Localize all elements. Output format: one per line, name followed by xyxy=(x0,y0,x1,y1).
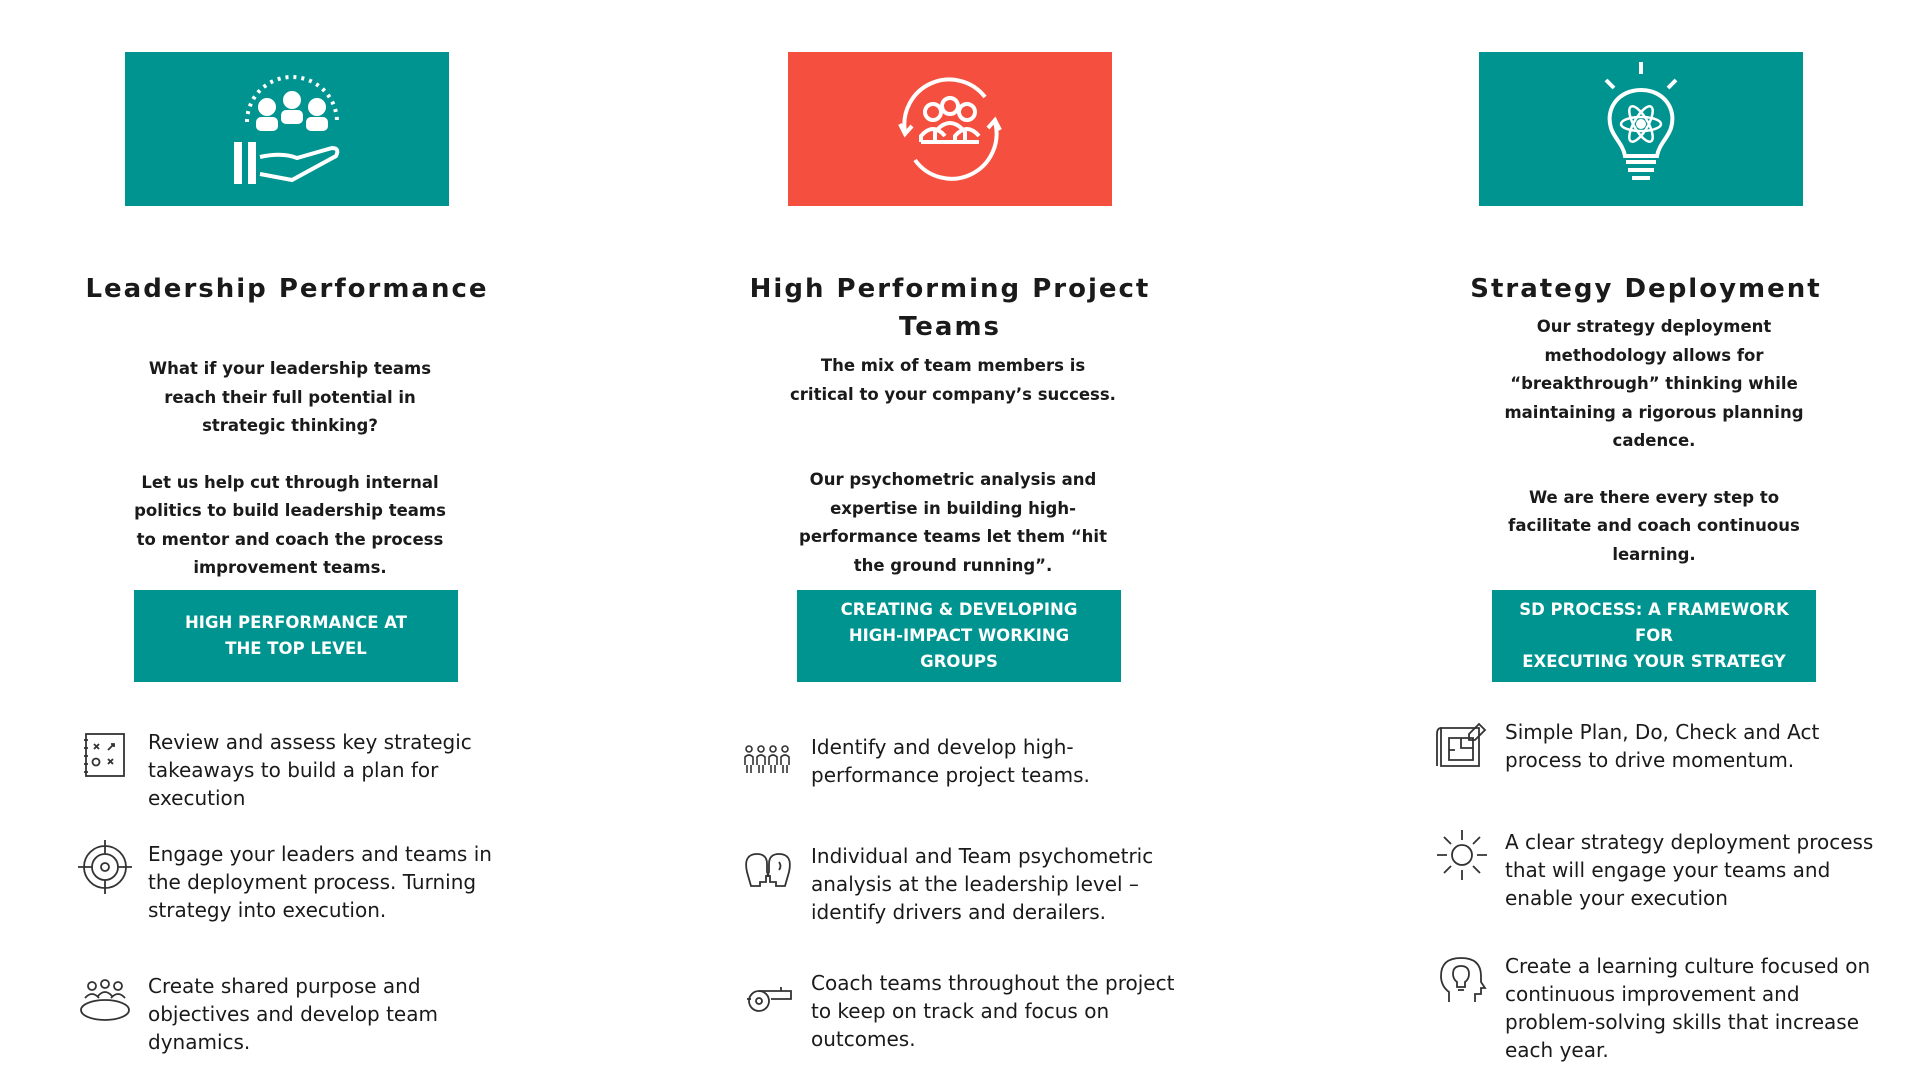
feature-text: Simple Plan, Do, Check and Act process to drive momentum. xyxy=(1505,720,1820,772)
feature-text: Identify and develop high-performance project teams. xyxy=(811,735,1090,787)
head-lightbulb-icon xyxy=(1427,952,1497,1012)
feature-item xyxy=(70,840,540,924)
feature-text: Review and assess key strategic takeaways to build a plan for execution xyxy=(148,730,472,810)
hand-holding-team-icon xyxy=(212,62,362,196)
hero-banner xyxy=(1479,52,1803,206)
cta-button[interactable]: SD PROCESS: A FRAMEWORK FOR EXECUTING YOUR STRATEGY xyxy=(1492,590,1816,682)
feature-text: Create a learning culture focused on continuous improvement and problem-solving skills that increase each year. xyxy=(1505,954,1871,1062)
feature-item xyxy=(1427,952,1897,1064)
description-paragraph: Our strategy deployment methodology allows for “breakthrough” thinking while maintaining a rigorous planning cadence. xyxy=(1504,317,1804,450)
target-icon xyxy=(70,840,140,900)
feature-item xyxy=(733,733,1203,793)
feature-text: Coach teams throughout the project to keep on track and focus on outcomes. xyxy=(811,971,1175,1051)
team-people-icon xyxy=(733,733,803,793)
column-leadership-performance xyxy=(70,0,530,1080)
cta-button[interactable]: HIGH PERFORMANCE AT THE TOP LEVEL xyxy=(134,590,458,682)
whistle-icon xyxy=(733,969,803,1029)
feature-text: Engage your leaders and teams in the deployment process. Turning strategy into execution. xyxy=(148,842,492,922)
description-paragraph: We are there every step to facilitate and coach continuous learning. xyxy=(1508,487,1800,564)
column-strategy-deployment xyxy=(1427,0,1887,1080)
lightbulb-atom-icon xyxy=(1566,62,1716,196)
feature-item xyxy=(1427,828,1897,912)
description-paragraph: What if your leadership teams reach their full potential in strategic thinking? xyxy=(148,359,432,435)
meeting-table-icon xyxy=(70,972,140,1032)
feature-item xyxy=(1427,718,1897,778)
column-description xyxy=(125,355,455,583)
column-title: High Performing Project Teams xyxy=(749,273,1151,342)
column-title: Strategy Deployment xyxy=(1470,273,1822,304)
team-cycle-icon xyxy=(875,62,1025,196)
column-high-performing-teams xyxy=(733,0,1193,1080)
sun-icon xyxy=(1427,828,1497,888)
psychometric-heads-icon xyxy=(733,842,803,902)
feature-item xyxy=(70,972,540,1056)
description-paragraph: Our psychometric analysis and expertise in building high-performance teams let them “hit the ground running”. xyxy=(799,470,1107,575)
feature-item xyxy=(733,842,1203,926)
column-title: Leadership Performance xyxy=(85,273,489,304)
cta-button[interactable]: CREATING & DEVELOPING HIGH-IMPACT WORKING GROUPS xyxy=(797,590,1121,682)
blueprint-icon xyxy=(1427,718,1497,778)
description-paragraph: Let us help cut through internal politics to build leadership teams to mentor and coach the process improvement teams. xyxy=(134,472,446,577)
strategy-board-icon xyxy=(70,728,140,788)
hero-banner xyxy=(125,52,449,206)
feature-text: Create shared purpose and objectives and develop team dynamics. xyxy=(148,974,438,1054)
feature-item xyxy=(70,728,540,812)
column-description xyxy=(788,352,1118,580)
feature-text: A clear strategy deployment process that will engage your teams and enable your execution xyxy=(1505,830,1874,910)
feature-text: Individual and Team psychometric analysis at the leadership level – identify drivers and derailers. xyxy=(811,844,1154,924)
hero-banner xyxy=(788,52,1112,206)
column-description xyxy=(1489,313,1819,569)
feature-item xyxy=(733,969,1203,1053)
description-paragraph: The mix of team members is critical to your company’s success. xyxy=(790,356,1116,404)
